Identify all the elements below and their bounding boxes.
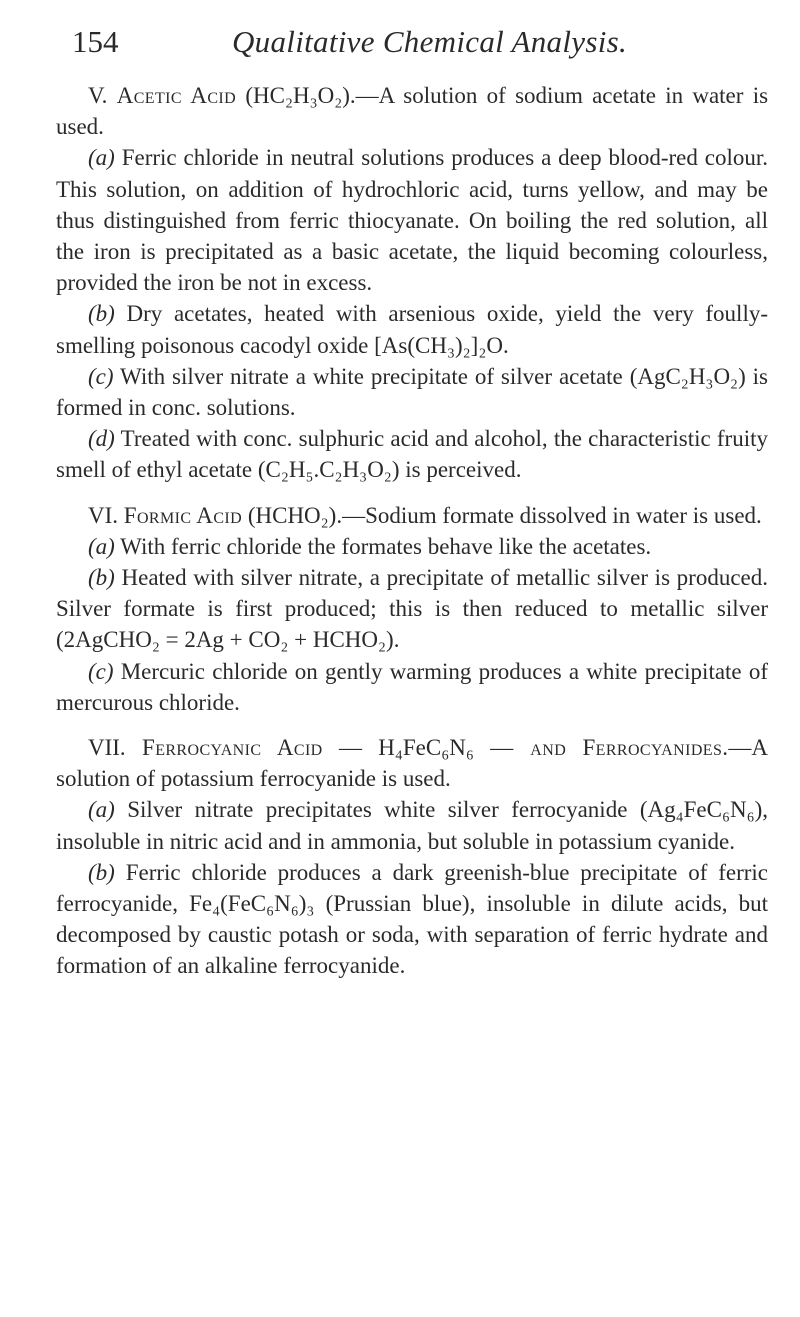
section-title: Acetic Acid <box>116 83 237 108</box>
paragraph-formic-a <box>56 531 768 562</box>
paragraph-ferrocyanic-a <box>56 794 768 856</box>
section-title: Formic Acid <box>123 502 243 528</box>
item-label: (d) <box>88 426 115 452</box>
section-numeral: VII. <box>88 735 126 761</box>
body-text <box>56 80 768 982</box>
section-intro: —A solution of potassium ferrocyanide is used. <box>56 735 769 792</box>
section-numeral: V. <box>88 83 108 108</box>
section-intro: —A solution of sodium acetate in water is used. <box>56 83 769 140</box>
section-title-2: Ferrocyanides. <box>582 735 729 761</box>
chemical-formula: (HC₂H₃O₂). <box>245 83 356 108</box>
item-text: Silver nitrate precipitates white silver ferrocyanide <box>127 797 628 823</box>
section-heading-acetic-acid <box>56 80 768 142</box>
item-text: (Prussian blue), insoluble in dilute acids, but decomposed by caustic potash or soda, with separation of ferric hydrate and formation of an alkaline ferrocyanide. <box>56 891 769 979</box>
chemical-formula: [As(CH₃)₂]₂O. <box>374 332 509 358</box>
item-text: Mercuric chloride on gently warming produces a white precipitate of mercurous chloride. <box>56 658 768 715</box>
item-label: (c) <box>88 658 114 684</box>
chemical-equation: (2AgCHO₂ = 2Ag + CO₂ + HCHO₂). <box>56 627 400 653</box>
item-label: (b) <box>88 565 115 591</box>
dash-and: — and <box>490 735 567 761</box>
item-label: (a) <box>88 145 115 171</box>
chemical-formula: Fe₄(FeC₆N₆)₃ <box>189 891 315 917</box>
section-heading-formic-acid <box>56 500 768 531</box>
item-text: insoluble in nitric acid and in ammonia, but soluble in potassium cyanide. <box>56 828 736 854</box>
section-title: Ferrocyanic Acid <box>142 735 323 761</box>
item-label: (b) <box>88 301 115 327</box>
paragraph-acetic-d <box>56 423 768 485</box>
item-text: is perceived. <box>405 457 522 483</box>
chemical-formula: (Ag₄FeC₆N₆), <box>639 797 769 823</box>
section-heading-ferrocyanic-acid <box>56 732 768 794</box>
chemical-formula: (C₂H₅.C₂H₃O₂) <box>257 457 400 483</box>
paragraph-ferrocyanic-b <box>56 857 768 982</box>
item-text: is formed in conc. solutions. <box>56 363 768 421</box>
item-text: With ferric chloride the formates behave like the acetates. <box>120 533 652 559</box>
item-text: With silver nitrate a white precipitate of silver acetate <box>120 363 623 389</box>
page-header <box>72 24 762 64</box>
section-numeral: VI. <box>88 502 119 528</box>
paragraph-acetic-c <box>56 361 768 423</box>
item-text: Treated with conc. sulphuric acid and alcohol, the characteristic fruity smell of ethyl acetate <box>56 426 768 483</box>
section-intro: —Sodium formate dissolved in water is used. <box>342 502 762 528</box>
item-label: (b) <box>88 859 115 885</box>
item-text: Ferric chloride produces a dark greenish-blue precipitate of ferric ferrocyanide, <box>56 859 769 917</box>
paragraph-formic-c <box>56 656 768 718</box>
chemical-formula: (AgC₂H₃O₂) <box>629 363 746 389</box>
item-label: (a) <box>88 797 115 823</box>
chemical-formula: (HCHO₂). <box>247 502 343 528</box>
item-text: Heated with silver nitrate, a precipitate of metallic silver is produced. Silver formate is first produced; this is then reduced to metallic silver <box>56 565 769 622</box>
item-text: Dry acetates, heated with arsenious oxide, yield the very foully-smelling poisonous cacodyl oxide <box>56 301 769 358</box>
paragraph-acetic-b <box>56 298 768 360</box>
paragraph-acetic-a <box>56 142 768 298</box>
item-label: (a) <box>88 533 115 559</box>
chemical-formula: H₄FeC₆N₆ <box>378 735 474 761</box>
item-text: Ferric chloride in neutral solutions produces a deep blood-red colour. This solution, on addition of hydrochloric acid, turns yellow, and may be thus distinguished from ferric thiocyanate. On boiling the red solution, all the iron is precipitated as a basic acetate, the liquid becoming colourless, provided the iron be not in excess. <box>56 145 769 296</box>
paragraph-formic-b <box>56 562 768 656</box>
item-label: (c) <box>88 363 114 389</box>
dash: — <box>338 735 362 761</box>
running-title: Qualitative Chemical Analysis. <box>232 24 628 59</box>
page-number: 154 <box>72 24 119 59</box>
